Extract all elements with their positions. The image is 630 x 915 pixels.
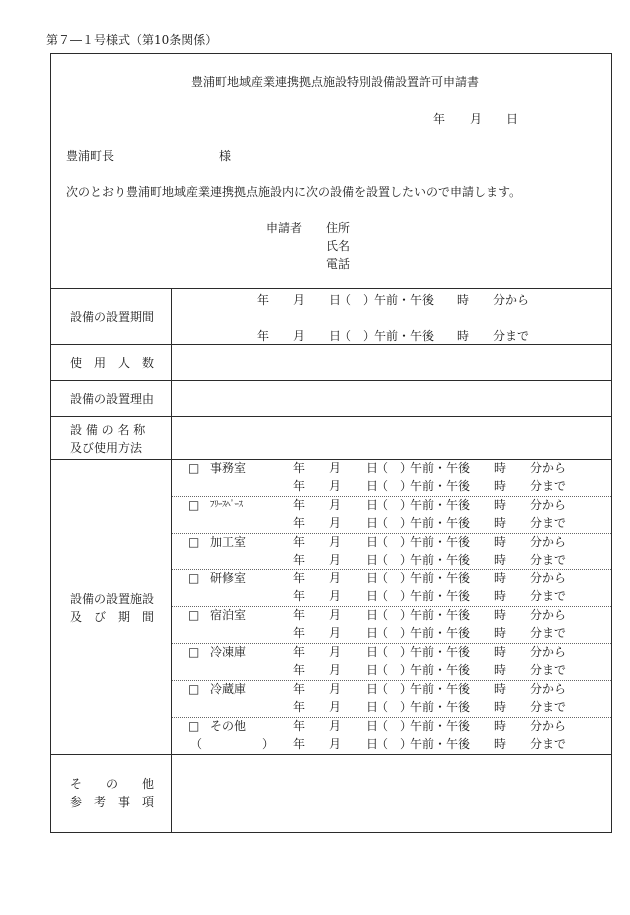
facility-month: 月 <box>329 737 342 751</box>
facility-ampm: 午前・午後 <box>410 461 471 475</box>
facility-ampm: 午前・午後 <box>410 645 471 659</box>
facility-to: 分まで <box>530 737 567 751</box>
period-label: 設備の設置期間 <box>70 310 155 324</box>
facility-day: 日 <box>366 516 379 530</box>
facility-day: 日 <box>366 553 379 567</box>
facility-year: 年 <box>293 663 306 677</box>
reason-label: 設備の設置理由 <box>70 392 155 406</box>
period-month: 月 <box>293 293 306 307</box>
facility-separator <box>172 533 611 534</box>
facility-month: 月 <box>329 535 342 549</box>
facility-ampm: 午前・午後 <box>410 663 471 677</box>
facility-weekday: （ ） <box>376 553 413 567</box>
facility-name: 研修室 <box>210 571 247 585</box>
facility-to: 分まで <box>530 516 567 530</box>
facility-month: 月 <box>329 719 342 733</box>
facility-name: 事務室 <box>210 461 247 475</box>
facility-ampm: 午前・午後 <box>410 737 471 751</box>
facility-to: 分まで <box>530 663 567 677</box>
facility-from: 分から <box>530 535 567 549</box>
facility-year: 年 <box>293 719 306 733</box>
facility-year: 年 <box>293 571 306 585</box>
facility-ampm: 午前・午後 <box>410 553 471 567</box>
facility-checkbox[interactable]: □ <box>188 461 200 475</box>
facility-hour: 時 <box>494 516 507 530</box>
facility-from: 分から <box>530 608 567 622</box>
period-year: 年 <box>257 329 270 343</box>
facility-year: 年 <box>293 479 306 493</box>
facility-hour: 時 <box>494 626 507 640</box>
facility-month: 月 <box>329 571 342 585</box>
facility-year: 年 <box>293 498 306 512</box>
facility-year: 年 <box>293 516 306 530</box>
facility-day: 日 <box>366 663 379 677</box>
period-from: 分から <box>493 293 530 307</box>
date-month-label: 月 <box>470 112 483 126</box>
facility-month: 月 <box>329 479 342 493</box>
facility-checkbox[interactable]: □ <box>188 645 200 659</box>
facility-name: 加工室 <box>210 535 247 549</box>
facility-month: 月 <box>329 645 342 659</box>
facility-from: 分から <box>530 498 567 512</box>
row-divider <box>50 416 612 417</box>
period-day: 日 <box>329 329 342 343</box>
facility-day: 日 <box>366 571 379 585</box>
row-divider <box>50 288 612 289</box>
addressee-honorific: 様 <box>219 149 232 163</box>
facility-hour: 時 <box>494 663 507 677</box>
facility-weekday: （ ） <box>376 589 413 603</box>
facility-year: 年 <box>293 535 306 549</box>
facility-year: 年 <box>293 682 306 696</box>
facility-ampm: 午前・午後 <box>410 571 471 585</box>
facility-ampm: 午前・午後 <box>410 589 471 603</box>
facility-separator <box>172 717 611 718</box>
facility-year: 年 <box>293 553 306 567</box>
facility-day: 日 <box>366 626 379 640</box>
application-statement: 次のとおり豊浦町地域産業連携拠点施設内に次の設備を設置したいので申請します。 <box>66 185 522 199</box>
facility-weekday: （ ） <box>376 461 413 475</box>
facility-from: 分から <box>530 571 567 585</box>
facility-ampm: 午前・午後 <box>410 516 471 530</box>
period-to: 分まで <box>493 329 530 343</box>
facility-month: 月 <box>329 498 342 512</box>
period-day: 日 <box>329 293 342 307</box>
facility-checkbox[interactable]: □ <box>188 682 200 696</box>
facility-hour: 時 <box>494 571 507 585</box>
name-method-label-1: 設 備 の 名 称 <box>70 423 146 437</box>
facility-to: 分まで <box>530 700 567 714</box>
period-month: 月 <box>293 329 306 343</box>
facility-year: 年 <box>293 589 306 603</box>
facility-month: 月 <box>329 589 342 603</box>
facility-to: 分まで <box>530 589 567 603</box>
facility-month: 月 <box>329 682 342 696</box>
facility-hour: 時 <box>494 553 507 567</box>
facility-name: 冷蔵庫 <box>210 682 247 696</box>
frame-bottom <box>50 832 612 833</box>
facility-day: 日 <box>366 479 379 493</box>
facility-year: 年 <box>293 700 306 714</box>
facility-weekday: （ ） <box>376 535 413 549</box>
facility-hour: 時 <box>494 608 507 622</box>
facility-weekday: （ ） <box>376 498 413 512</box>
frame-right <box>611 53 612 833</box>
facility-checkbox[interactable]: □ <box>188 608 200 622</box>
applicant-phone-label: 電話 <box>326 257 351 271</box>
facility-checkbox[interactable]: □ <box>188 571 200 585</box>
row-divider <box>50 380 612 381</box>
facility-ampm: 午前・午後 <box>410 479 471 493</box>
facility-weekday: （ ） <box>376 700 413 714</box>
facility-name: 冷凍庫 <box>210 645 247 659</box>
date-day-label: 日 <box>506 112 519 126</box>
facility-hour: 時 <box>494 700 507 714</box>
facility-month: 月 <box>329 663 342 677</box>
facility-separator <box>172 569 611 570</box>
facility-month: 月 <box>329 700 342 714</box>
facility-hour: 時 <box>494 737 507 751</box>
period-weekday: （ ） <box>339 329 376 343</box>
facility-day: 日 <box>366 461 379 475</box>
period-ampm: 午前・午後 <box>374 293 435 307</box>
facility-ampm: 午前・午後 <box>410 608 471 622</box>
facility-weekday: （ ） <box>376 626 413 640</box>
facility-from: 分から <box>530 461 567 475</box>
frame-top <box>50 53 612 54</box>
facility-checkbox[interactable]: □ <box>188 719 200 733</box>
facility-hour: 時 <box>494 645 507 659</box>
column-divider <box>171 288 172 833</box>
facility-checkbox[interactable]: □ <box>188 535 200 549</box>
facility-label-2: 及 び 期 間 <box>70 610 155 624</box>
addressee-name: 豊浦町長 <box>66 149 115 163</box>
name-method-label-2: 及び使用方法 <box>70 441 143 455</box>
facility-weekday: （ ） <box>376 608 413 622</box>
facility-weekday: （ ） <box>376 682 413 696</box>
facility-hour: 時 <box>494 479 507 493</box>
facility-month: 月 <box>329 461 342 475</box>
users-label: 使 用 人 数 <box>70 356 155 370</box>
facility-day: 日 <box>366 645 379 659</box>
other-label-2: 参 考 事 項 <box>70 795 155 809</box>
facility-other-paren: （ ） <box>190 737 275 751</box>
facility-day: 日 <box>366 589 379 603</box>
facility-hour: 時 <box>494 719 507 733</box>
facility-name: 宿泊室 <box>210 608 247 622</box>
facility-checkbox[interactable]: □ <box>188 498 200 512</box>
facility-label-1: 設備の設置施設 <box>70 592 155 606</box>
facility-year: 年 <box>293 737 306 751</box>
facility-ampm: 午前・午後 <box>410 535 471 549</box>
facility-from: 分から <box>530 719 567 733</box>
facility-separator <box>172 643 611 644</box>
facility-to: 分まで <box>530 479 567 493</box>
facility-year: 年 <box>293 461 306 475</box>
facility-month: 月 <box>329 608 342 622</box>
facility-separator <box>172 496 611 497</box>
facility-ampm: 午前・午後 <box>410 682 471 696</box>
facility-weekday: （ ） <box>376 516 413 530</box>
facility-separator <box>172 680 611 681</box>
facility-weekday: （ ） <box>376 663 413 677</box>
facility-weekday: （ ） <box>376 571 413 585</box>
facility-year: 年 <box>293 645 306 659</box>
facility-day: 日 <box>366 719 379 733</box>
facility-hour: 時 <box>494 535 507 549</box>
facility-weekday: （ ） <box>376 719 413 733</box>
facility-day: 日 <box>366 700 379 714</box>
facility-weekday: （ ） <box>376 479 413 493</box>
facility-year: 年 <box>293 626 306 640</box>
applicant-address-label: 住所 <box>326 221 351 235</box>
row-divider <box>50 754 612 755</box>
facility-month: 月 <box>329 553 342 567</box>
facility-separator <box>172 606 611 607</box>
facility-from: 分から <box>530 645 567 659</box>
facility-hour: 時 <box>494 461 507 475</box>
frame-left <box>50 53 51 833</box>
period-hour: 時 <box>457 329 470 343</box>
facility-ampm: 午前・午後 <box>410 719 471 733</box>
other-label-1: そ の 他 <box>70 777 155 791</box>
facility-month: 月 <box>329 516 342 530</box>
form-title: 豊浦町地域産業連携拠点施設特別設備設置許可申請書 <box>191 75 480 89</box>
facility-year: 年 <box>293 608 306 622</box>
facility-day: 日 <box>366 535 379 549</box>
facility-hour: 時 <box>494 589 507 603</box>
facility-name: その他 <box>210 719 247 733</box>
period-ampm: 午前・午後 <box>374 329 435 343</box>
facility-ampm: 午前・午後 <box>410 626 471 640</box>
applicant-label: 申請者 <box>266 221 303 235</box>
facility-hour: 時 <box>494 498 507 512</box>
facility-day: 日 <box>366 498 379 512</box>
facility-weekday: （ ） <box>376 737 413 751</box>
facility-weekday: （ ） <box>376 645 413 659</box>
applicant-name-label: 氏名 <box>326 239 351 253</box>
facility-month: 月 <box>329 626 342 640</box>
facility-ampm: 午前・午後 <box>410 498 471 512</box>
facility-day: 日 <box>366 608 379 622</box>
date-year-label: 年 <box>433 112 446 126</box>
facility-ampm: 午前・午後 <box>410 700 471 714</box>
facility-to: 分まで <box>530 553 567 567</box>
form-number: 第７―１号様式（第10条関係） <box>46 33 218 47</box>
facility-day: 日 <box>366 737 379 751</box>
row-divider <box>50 459 612 460</box>
period-year: 年 <box>257 293 270 307</box>
period-weekday: （ ） <box>339 293 376 307</box>
facility-hour: 時 <box>494 682 507 696</box>
row-divider <box>50 344 612 345</box>
facility-from: 分から <box>530 682 567 696</box>
facility-to: 分まで <box>530 626 567 640</box>
facility-day: 日 <box>366 682 379 696</box>
period-hour: 時 <box>457 293 470 307</box>
facility-name: ﾌﾘｰｽﾍﾟｰｽ <box>210 500 243 510</box>
